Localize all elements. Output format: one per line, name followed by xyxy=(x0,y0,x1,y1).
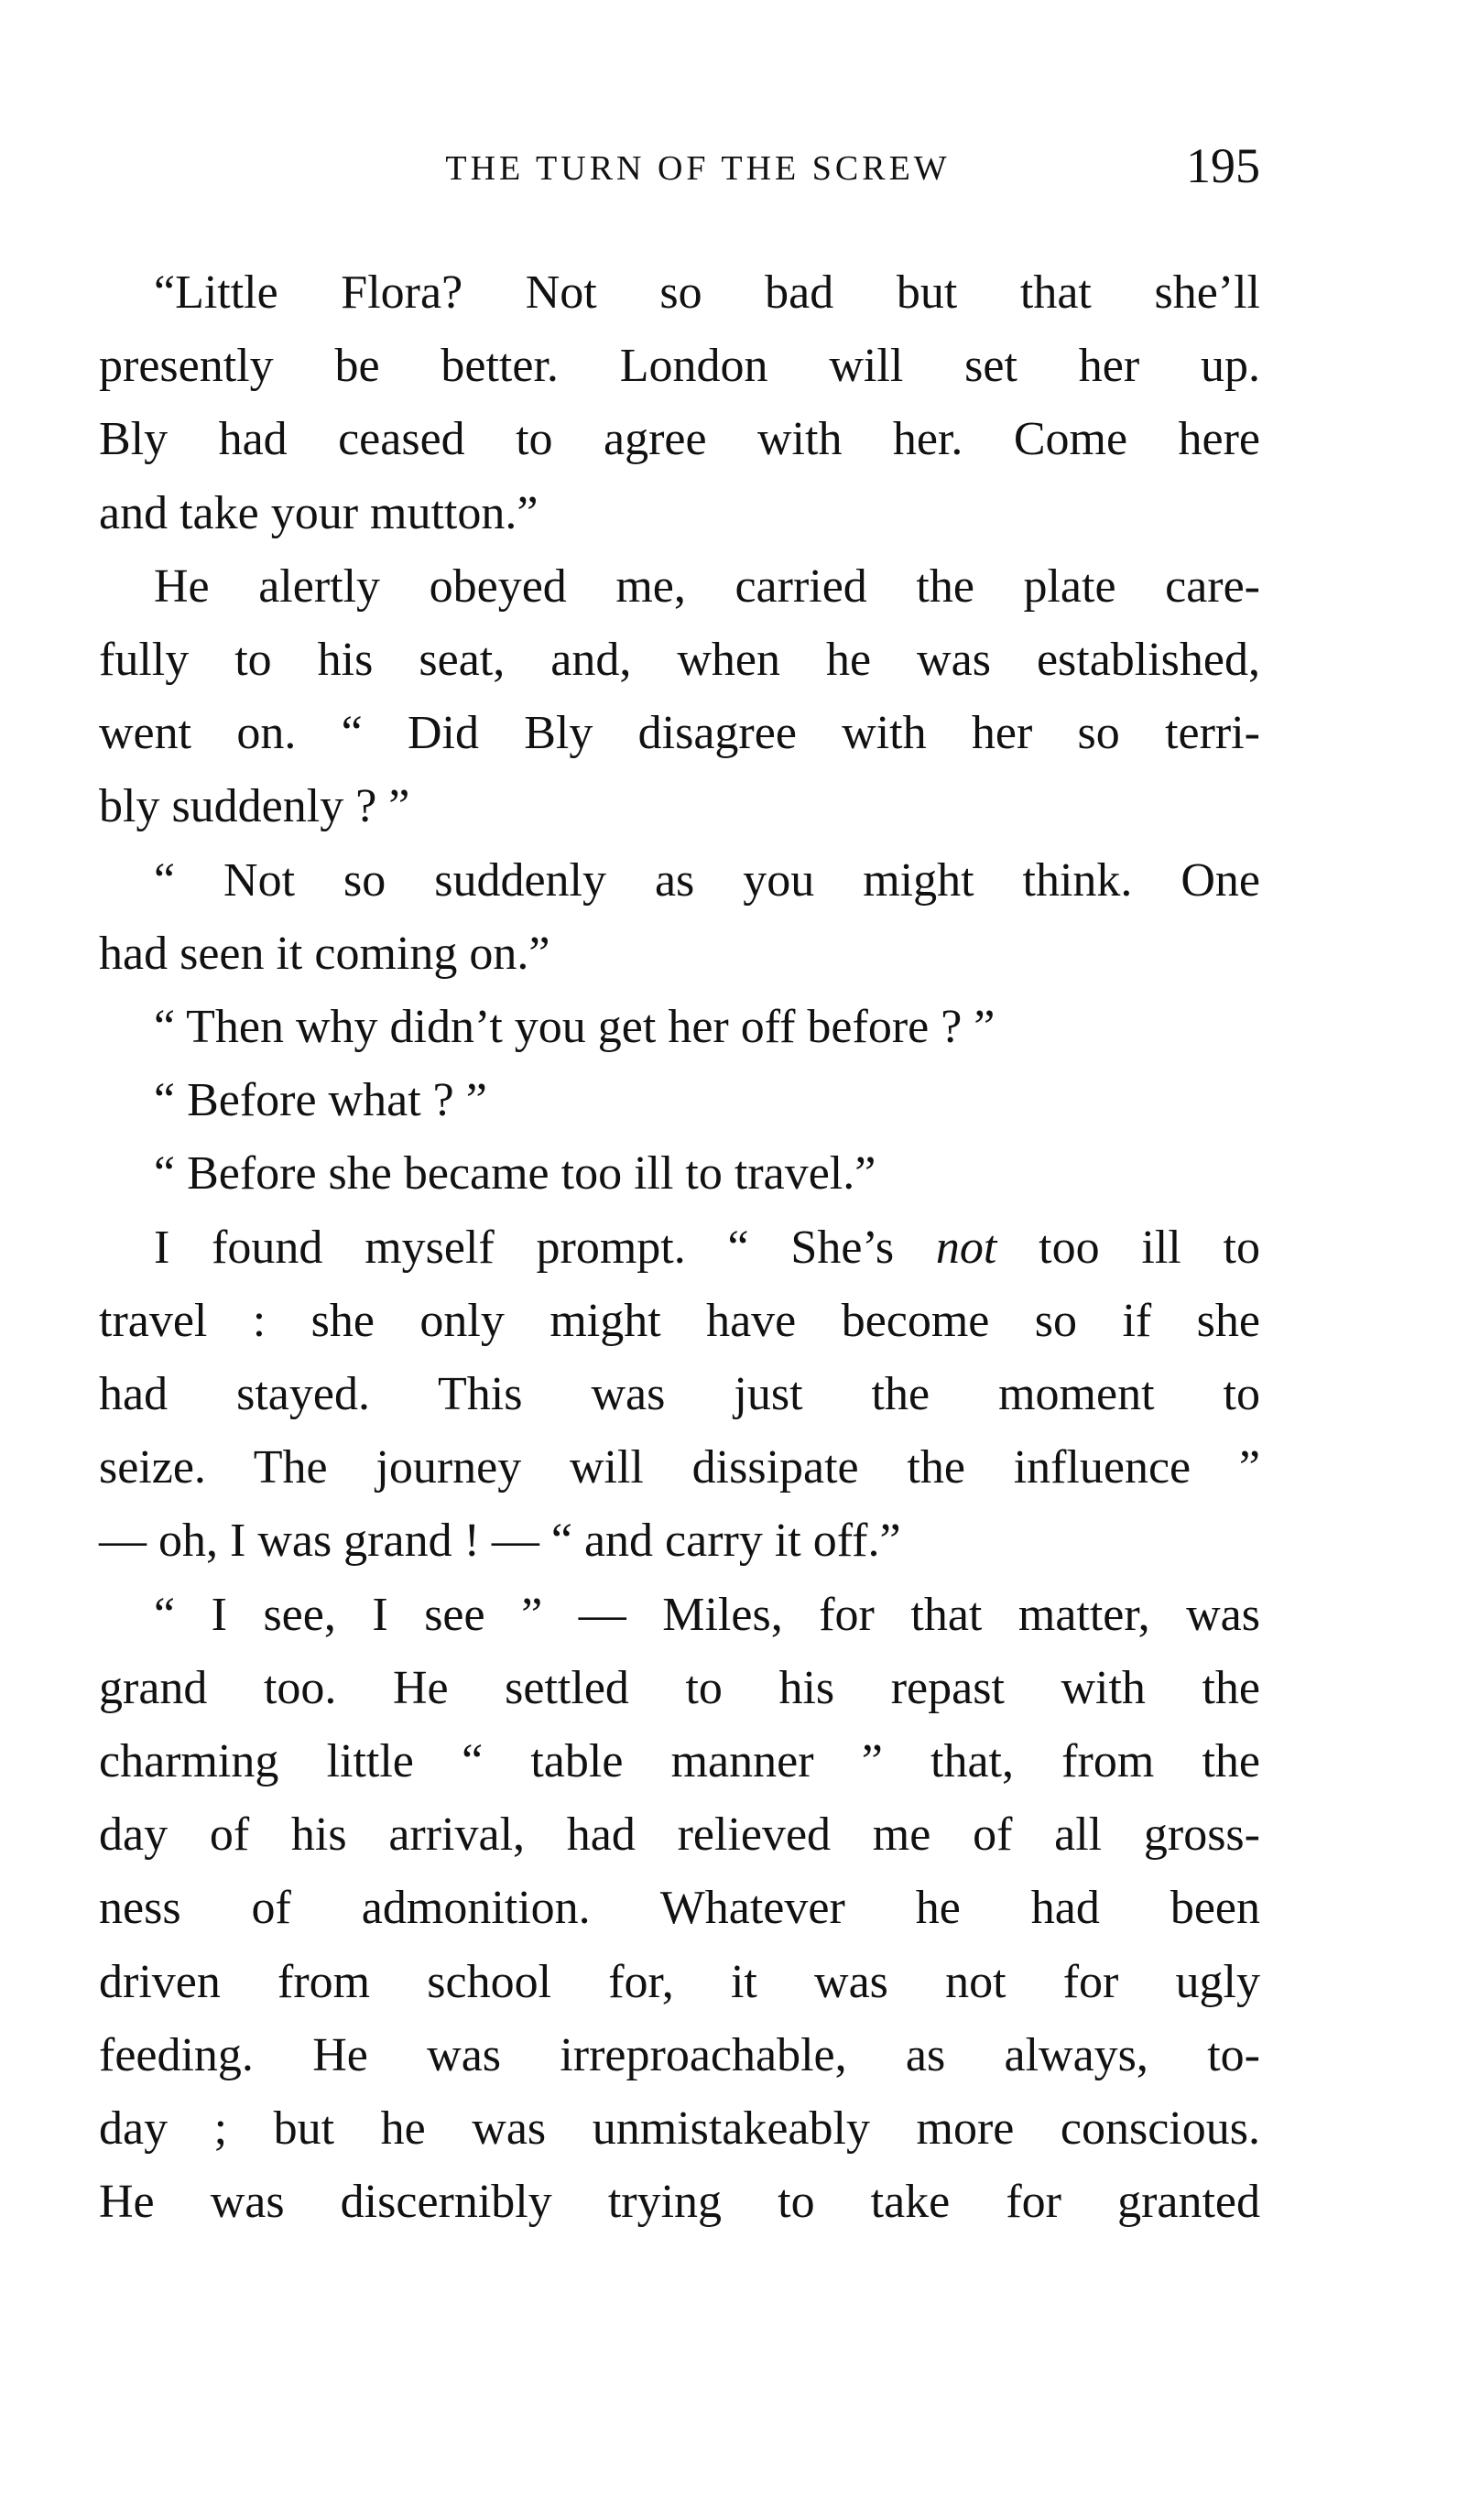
text-line: had seen it coming on.” xyxy=(99,927,550,980)
text-line: feeding. He was irreproachable, as always, to- xyxy=(99,2028,1260,2081)
body-text xyxy=(99,256,1260,2239)
text-line: day ; but he was unmistakeably more conscious. xyxy=(99,2102,1260,2156)
text-line: He was discernibly trying to take for granted xyxy=(99,2176,1260,2229)
text-line: had stayed. This was just the moment to xyxy=(99,1368,1260,1421)
text-line: — oh, I was grand ! — “ and carry it off.” xyxy=(99,1515,901,1568)
text-line: grand too. He settled to his repast with the xyxy=(99,1661,1260,1714)
text-line: I found myself prompt. “ She’s not too ill to xyxy=(154,1221,1260,1274)
italic-emphasis: not xyxy=(935,1221,997,1274)
text-line: bly suddenly ? ” xyxy=(99,780,410,833)
text-line: presently be better. London will set her up. xyxy=(99,340,1260,393)
text-line: “ Not so suddenly as you might think. One xyxy=(154,853,1260,907)
text-line: travel : she only might have become so if she xyxy=(99,1294,1260,1347)
running-title: THE TURN OF THE SCREW xyxy=(445,149,951,188)
text-line: “ Before what ? ” xyxy=(154,1074,487,1127)
text-line: ness of admonition. Whatever he had been xyxy=(99,1882,1260,1935)
text-line: day of his arrival, had relieved me of all gross- xyxy=(99,1809,1260,1862)
text-line: “ Before she became too ill to travel.” xyxy=(154,1147,876,1200)
text-line: “ Then why didn’t you get her off before ? ” xyxy=(154,1001,996,1054)
text-line: seize. The journey will dissipate the influence ” xyxy=(99,1441,1260,1494)
text-line: and take your mutton.” xyxy=(99,486,539,539)
text-line: Bly had ceased to agree with her. Come here xyxy=(99,413,1260,466)
book-page xyxy=(99,128,1260,2239)
text-line: charming little “ table manner ” that, from the xyxy=(99,1735,1260,1788)
page-number: 195 xyxy=(1186,138,1260,193)
text-line: went on. “ Did Bly disagree with her so terri- xyxy=(99,707,1260,760)
text-line: He alertly obeyed me, carried the plate care- xyxy=(154,559,1260,613)
text-line: driven from school for, it was not for ugly xyxy=(99,1955,1260,2008)
text-line: “Little Flora? Not so bad but that she’ll xyxy=(154,266,1260,319)
text-line: “ I see, I see ” — Miles, for that matter, was xyxy=(154,1588,1260,1641)
running-head xyxy=(99,128,1260,211)
text-line: fully to his seat, and, when he was established, xyxy=(99,634,1260,687)
